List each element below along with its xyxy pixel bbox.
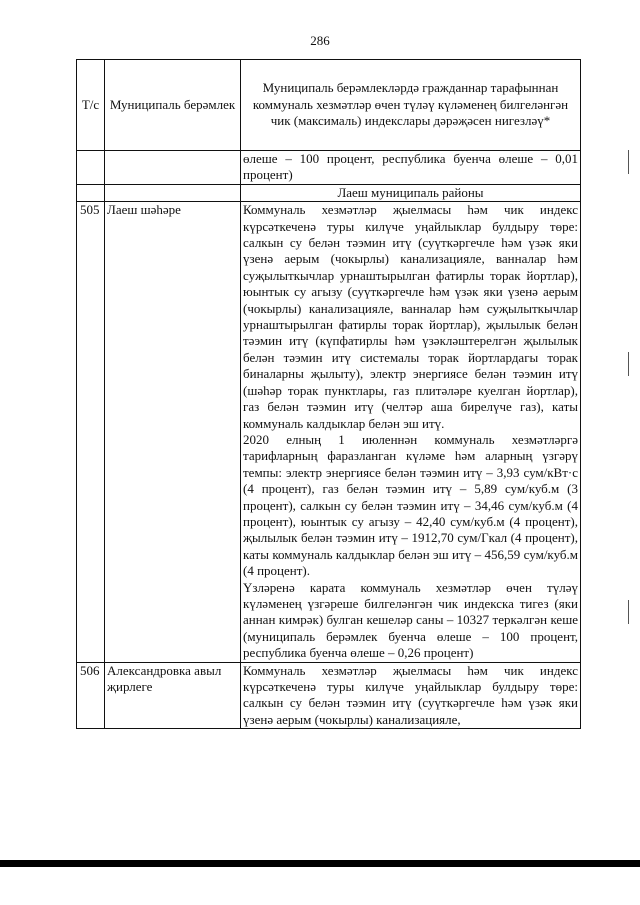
table-header-row bbox=[77, 60, 581, 151]
description-paragraph: Коммуналь хезмәтләр җыелмасы һәм чик индекс күрсәткеченә туры килүче уңайлыклар булдыру төре: салкын су белән тәэмин итү (суүткәргечле һәм үзәк яки үзенә аерым (чокырлы) канализацияле, bbox=[243, 662, 578, 727]
scan-margin-mark bbox=[628, 352, 629, 376]
header-municipality: Муниципаль берәмлек bbox=[105, 60, 241, 151]
header-justification: Муниципаль берәмлекләрдә гражданнар тарафыннан коммуналь хезмәтләр өчен түләү күләменең билгеләнгән чик (максималь) индекслары дәрәҗәсен нигезләү* bbox=[241, 60, 581, 151]
table-row bbox=[77, 202, 581, 662]
row-number: 505 bbox=[77, 202, 105, 662]
scan-margin-mark bbox=[628, 600, 629, 624]
municipal-index-table bbox=[76, 59, 581, 729]
row-description bbox=[241, 202, 581, 662]
continuation-text: өлеше – 100 процент, республика буенча өлеше – 0,01 процент) bbox=[241, 151, 581, 185]
section-heading: Лаеш муниципаль районы bbox=[241, 184, 581, 201]
section-heading-row bbox=[77, 184, 581, 201]
row-description bbox=[241, 662, 581, 729]
description-paragraph: Коммуналь хезмәтләр җыелмасы һәм чик индекс күрсәткеченә туры килүче уңайлыклар булдыру төре: салкын су белән тәэмин итү (суүткәргечле һәм үзәк яки үзенә аерым (чокырлы) канализацияле, ванналар һәм суҗылыткычлар урнаштырылган фатирлы торак йортлар), юынтык су агызу (суүткәргечле һәм үзәк яки үзенә аерым (чокырлы) канализацияле, ванналар һәм суҗылыткычлар урнаштырылган фатирлы торак йортлар), җылылык белән тәэмин итү (күпфатирлы һәм үзәкләштерелгән җылылык белән тәэмин итү системалы торак йортлардагы торак биналарны җылыту), электр энергиясе белән тәэмин итү (шәһәр торак пунктлары, газ плитәләре куелган йортлар), газ белән тәэмин итү (челтәр аша бирелүче газ), каты коммуналь калдыклар белән эш итү. bbox=[243, 202, 578, 431]
description-paragraph: 2020 елның 1 июленнән коммуналь хезмәтләргә тарифларның фаразланган күләме һәм аларның үзгәрү темпы: электр энергиясе белән тәэмин итү – 3,93 сум/кВт·с (4 процент), газ белән тәэмин итү – 5,89 сум/куб.м (3 процент), салкын су белән тәэмин итү – 34,46 сум/куб.м (4 процент), юынтык су агызу – 42,40 сум/куб.м (4 процент), җылылык белән тәэмин итү – 1912,70 сум/Гкал (4 процент), каты коммуналь калдыклар белән эш итү – 456,59 сум/куб.м (4 процент). bbox=[243, 431, 578, 579]
continuation-row bbox=[77, 151, 581, 185]
description-paragraph: Үзләренә карата коммуналь хезмәтләр өчен түләү күләменең үзгәреше билгеләнгән чик индекска тигез (яки аннан кимрәк) булган кешеләр саны – 10327 теркәлгән кеше (муниципаль берәмлек буенча өлеше – 100 процент, республика буенча өлеше – 0,26 процент) bbox=[243, 579, 578, 661]
header-number: Т/с bbox=[77, 60, 105, 151]
row-municipality-name: Лаеш шәһәре bbox=[105, 202, 241, 662]
scan-margin-mark bbox=[628, 150, 629, 174]
table-row bbox=[77, 662, 581, 729]
row-municipality-name: Александровка авыл җирлеге bbox=[105, 662, 241, 729]
scan-bottom-bar bbox=[0, 860, 640, 867]
page-number: 286 bbox=[310, 33, 330, 48]
row-number: 506 bbox=[77, 662, 105, 729]
